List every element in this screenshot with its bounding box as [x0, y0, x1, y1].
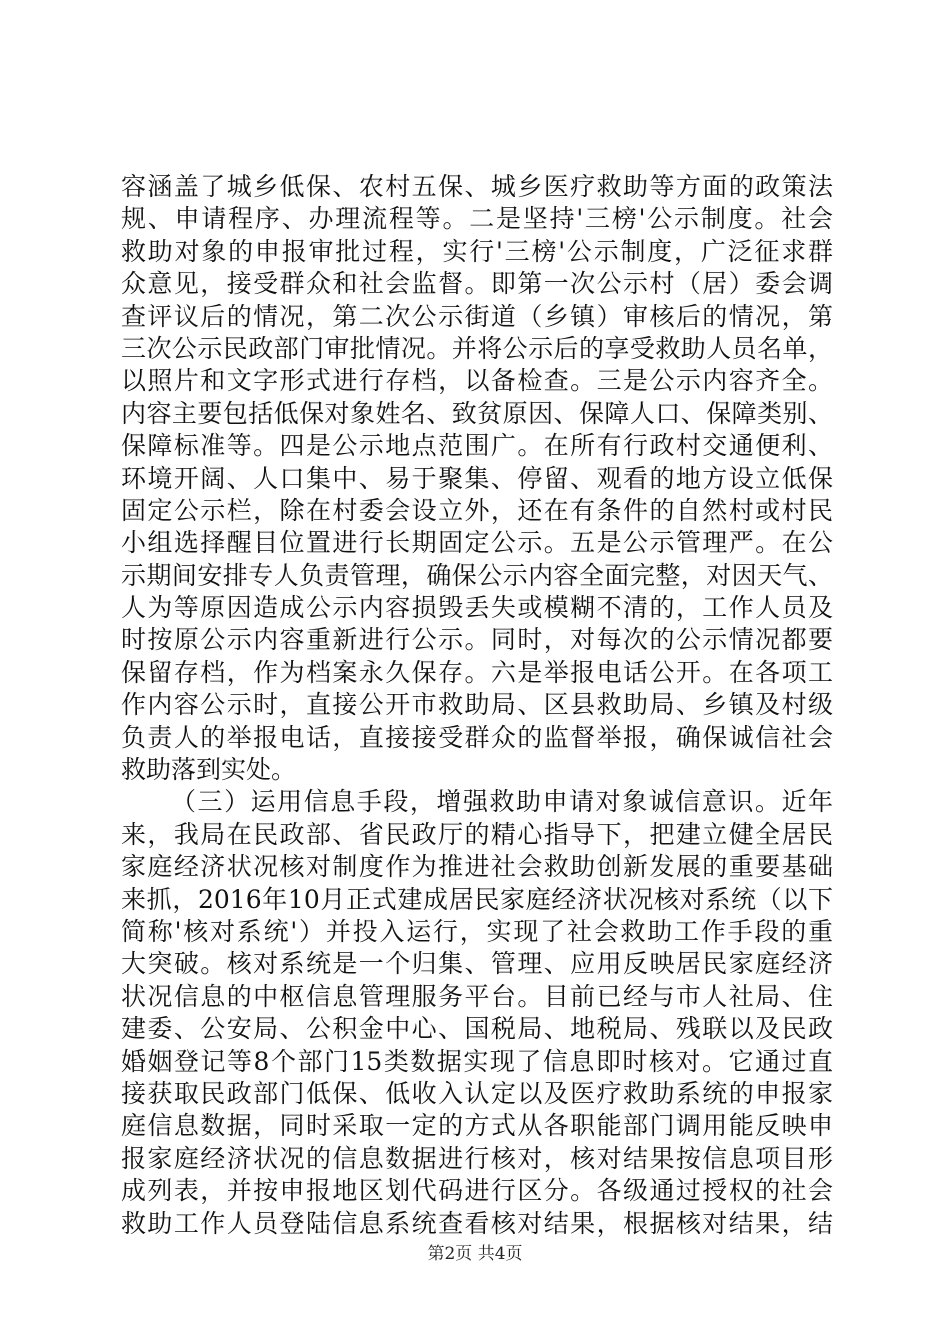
text-line: 救助对象的申报审批过程，实行'三榜'公示制度，广泛征求群	[121, 236, 833, 266]
text-line: 以照片和文字形式进行存档，以备检查。三是公示内容齐全。	[121, 366, 833, 396]
text-line: 家庭经济状况核对制度作为推进社会救助创新发展的重要基础	[121, 852, 833, 882]
text-line: 众意见，接受群众和社会监督。即第一次公示村（居）委会调	[121, 269, 833, 299]
text-line: 保留存档，作为档案永久保存。六是举报电话公开。在各项工	[121, 657, 833, 687]
page-footer: 第2页 共4页	[427, 1244, 523, 1264]
text-line: 环境开阔、人口集中、易于聚集、停留、观看的地方设立低保	[121, 463, 833, 493]
text-line: 三次公示民政部门审批情况。并将公示后的享受救助人员名单，	[121, 333, 833, 363]
text-line: 内容主要包括低保对象姓名、致贫原因、保障人口、保障类别、	[121, 398, 833, 428]
text-line: 大突破。核对系统是一个归集、管理、应用反映居民家庭经济	[121, 949, 833, 979]
text-line: 庭信息数据，同时采取一定的方式从各职能部门调用能反映申	[121, 1111, 833, 1141]
text-line: 小组选择醒目位置进行长期固定公示。五是公示管理严。在公	[121, 528, 833, 558]
text-line: 来抓，2016年10月正式建成居民家庭经济状况核对系统（以下	[121, 884, 833, 914]
text-line: 成列表，并按申报地区划代码进行区分。各级通过授权的社会	[121, 1176, 833, 1206]
text-line: 救助落到实处。	[121, 755, 297, 785]
text-line: 简称'核对系统'）并投入运行，实现了社会救助工作手段的重	[121, 916, 833, 946]
text-line: 保障标准等。四是公示地点范围广。在所有行政村交通便利、	[121, 431, 833, 461]
text-line: 接获取民政部门低保、低收入认定以及医疗救助系统的申报家	[121, 1078, 833, 1108]
paragraph-heading-line: （三）运用信息手段，增强救助申请对象诚信意识。近年	[171, 787, 833, 817]
text-line: 作内容公示时，直接公开市救助局、区县救助局、乡镇及村级	[121, 690, 833, 720]
text-line: 查评议后的情况，第二次公示街道（乡镇）审核后的情况，第	[121, 301, 833, 331]
text-line: 负责人的举报电话，直接接受群众的监督举报，确保诚信社会	[121, 722, 833, 752]
text-line: 救助工作人员登陆信息系统查看核对结果，根据核对结果，结	[121, 1208, 833, 1238]
text-line: 建委、公安局、公积金中心、国税局、地税局、残联以及民政	[121, 1014, 833, 1044]
text-line: 固定公示栏，除在村委会设立外，还在有条件的自然村或村民	[121, 495, 833, 525]
text-line: 报家庭经济状况的信息数据进行核对，核对结果按信息项目形	[121, 1143, 833, 1173]
text-line: 婚姻登记等8个部门15类数据实现了信息即时核对。它通过直	[121, 1046, 833, 1076]
text-line: 时按原公示内容重新进行公示。同时，对每次的公示情况都要	[121, 625, 833, 655]
text-line: 示期间安排专人负责管理，确保公示内容全面完整，对因天气、	[121, 560, 833, 590]
body-text	[121, 171, 833, 1240]
text-line: 规、申请程序、办理流程等。二是坚持'三榜'公示制度。社会	[121, 204, 833, 234]
text-line: 人为等原因造成公示内容损毁丢失或模糊不清的，工作人员及	[121, 593, 833, 623]
text-line: 容涵盖了城乡低保、农村五保、城乡医疗救助等方面的政策法	[121, 172, 833, 201]
text-line: 状况信息的中枢信息管理服务平台。目前已经与市人社局、住	[121, 981, 833, 1011]
text-line: 来，我局在民政部、省民政厅的精心指导下，把建立健全居民	[121, 819, 833, 849]
